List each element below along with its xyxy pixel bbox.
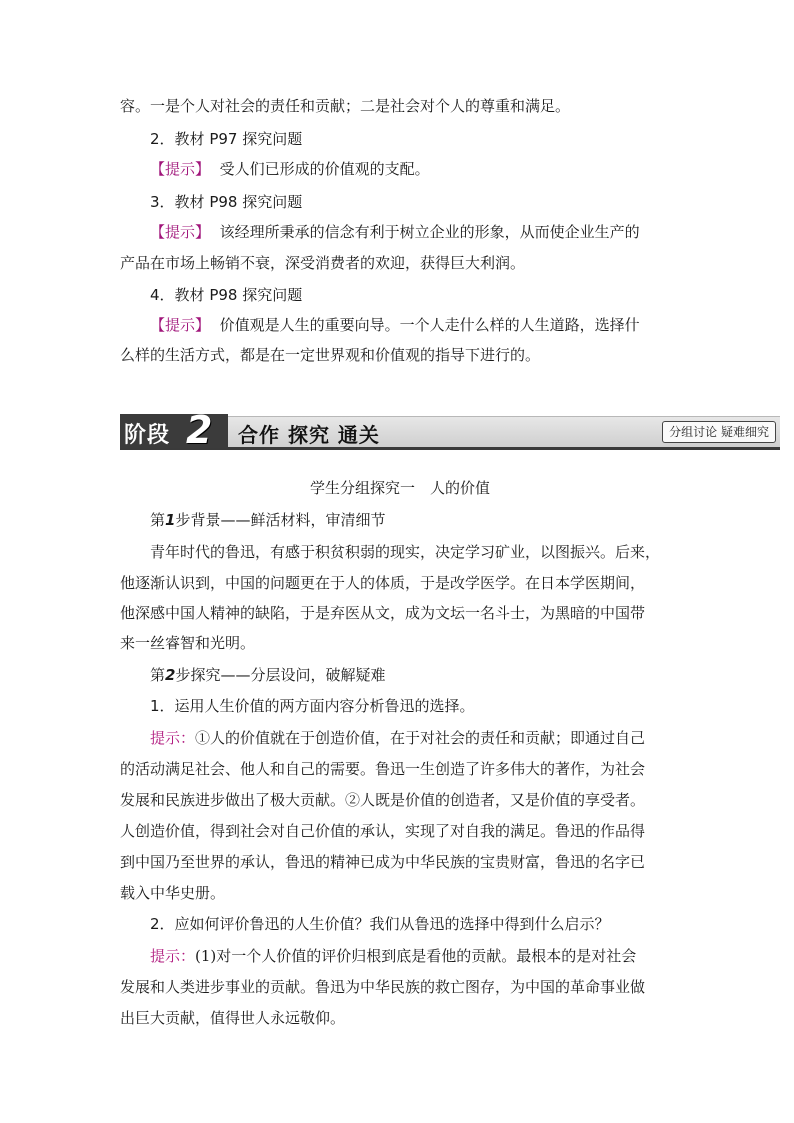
stage-label: 阶段 xyxy=(124,423,171,448)
item-3-tip-cont: 产品在市场上畅销不衰，深受消费者的欢迎，获得巨大利润。 xyxy=(120,254,526,272)
background-line-1: 青年时代的鲁迅，有感于积贫积弱的现实，决定学习矿业，以图振兴。后来， xyxy=(150,543,661,561)
answer-label: 提示： xyxy=(150,947,196,965)
continuation-line: 容。一是个人对社会的责任和贡献；二是社会对个人的尊重和满足。 xyxy=(120,97,571,115)
stage-number: 2 xyxy=(186,408,213,452)
background-line-2: 他逐渐认识到，中国的问题更在于人的体质，于是改学医学。在日本学医期间， xyxy=(120,574,646,592)
item-4-heading: 4．教材 P98 探究问题 xyxy=(150,286,303,304)
answer-1-line-6: 载入中华史册。 xyxy=(120,884,226,902)
item-2-tip: 【提示】 受人们已形成的价值观的支配。 xyxy=(150,160,430,178)
answer-2-line-3: 出巨大贡献，值得世人永远敬仰。 xyxy=(120,1009,346,1027)
stage-badge xyxy=(120,408,228,452)
item-3-heading: 3．教材 P98 探究问题 xyxy=(150,193,303,211)
step1-heading: 第1步背景——鲜活材料，审清细节 xyxy=(150,511,386,529)
answer-2-line-2: 发展和人类进步事业的贡献。鲁迅为中华民族的救亡图存，为中国的革命事业做 xyxy=(120,978,646,996)
item-2-heading: 2．教材 P97 探究问题 xyxy=(150,130,303,148)
answer-1-line-5: 到中国乃至世界的承认，鲁迅的精神已成为中华民族的宝贵财富，鲁迅的名字已 xyxy=(120,853,646,871)
answer-label: 提示： xyxy=(150,729,196,747)
answer-1-line-2: 的活动满足社会、他人和自己的需要。鲁迅一生创造了许多伟大的著作，为社会 xyxy=(120,760,646,778)
item-4-tip: 【提示】 价值观是人生的重要向导。一个人走什么样的人生道路，选择什 xyxy=(150,316,640,334)
banner-tag: 分组讨论 疑难细究 xyxy=(662,421,776,443)
answer-2-line-1: 提示：(1)对一个人价值的评价归根到底是看他的贡献。最根本的是对社会 xyxy=(150,947,637,965)
background-line-4: 来一丝睿智和光明。 xyxy=(120,634,256,652)
answer-1-line-4: 人创造价值，得到社会对自己价值的承认，实现了对自我的满足。鲁迅的作品得 xyxy=(120,822,646,840)
tip-label: 【提示】 xyxy=(150,316,211,334)
answer-1-line-3: 发展和民族进步做出了极大贡献。②人既是价值的创造者，又是价值的享受者。 xyxy=(120,791,646,809)
stage-banner xyxy=(120,408,780,452)
tip-label: 【提示】 xyxy=(150,160,211,178)
background-line-3: 他深感中国人精神的缺陷，于是弃医从文，成为文坛一名斗士，为黑暗的中国带 xyxy=(120,604,646,622)
item-3-tip: 【提示】 该经理所秉承的信念有利于树立企业的形象，从而使企业生产的 xyxy=(150,223,640,241)
section-heading: 学生分组探究一 人的价值 xyxy=(309,479,490,497)
answer-1-line-1: 提示：①人的价值就在于创造价值，在于对社会的责任和贡献；即通过自己 xyxy=(150,729,646,747)
item-4-tip-cont: 么样的生活方式，都是在一定世界观和价值观的指导下进行的。 xyxy=(120,346,541,364)
question-1: 1．运用人生价值的两方面内容分析鲁迅的选择。 xyxy=(150,697,475,715)
step2-heading: 第2步探究——分层设问，破解疑难 xyxy=(150,666,386,684)
tip-label: 【提示】 xyxy=(150,223,211,241)
banner-title: 合作 探究 通关 xyxy=(238,423,380,447)
question-2: 2．应如何评价鲁迅的人生价值？我们从鲁迅的选择中得到什么启示？ xyxy=(150,915,610,933)
